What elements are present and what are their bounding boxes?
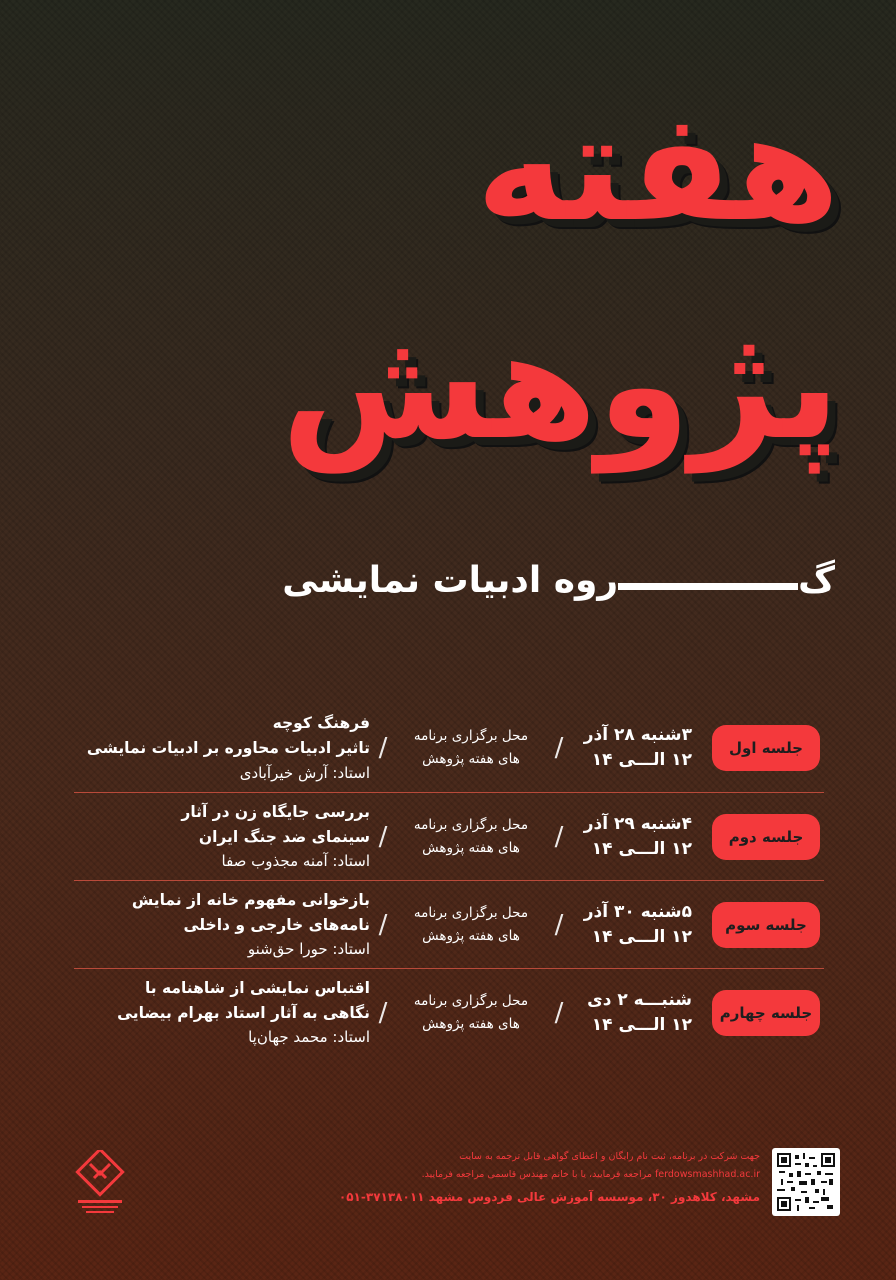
session-venue: [396, 990, 546, 1036]
session-topic: [74, 976, 370, 1050]
poster-title: [60, 60, 840, 530]
professor: استاد: حورا حق‌شنو: [247, 940, 370, 959]
group-heading-first: گ: [798, 560, 835, 601]
professor: استاد: محمد جهان‌پا: [248, 1028, 370, 1047]
session-topic: [74, 888, 370, 962]
date-day: شنبـــه ۲ دی: [587, 989, 692, 1010]
logo-icon: [70, 1150, 130, 1218]
divider-slash: /: [554, 909, 564, 940]
divider-slash: /: [378, 821, 388, 852]
divider-slash: /: [378, 909, 388, 940]
venue-line-1: محل برگزاری برنامه: [413, 816, 529, 833]
session-row: [74, 704, 824, 792]
topic-line-1: اقتباس نمایشی از شاهنامه با: [144, 978, 370, 997]
professor: استاد: آمنه مجذوب صفا: [221, 852, 370, 871]
footer-line-2[interactable]: ferdowsmashhad.ac.ir مراجعه فرمایید، یا با خانم مهندس قاسمی مراجعه فرمایید.: [421, 1169, 760, 1181]
topic-line-2: سینمای ضد جنگ ایران: [198, 827, 370, 846]
session-row: [74, 792, 824, 880]
venue-line-2: های هفته پژوهش: [422, 1015, 520, 1032]
date-time: ۱۲ الـــی ۱۴: [591, 926, 692, 947]
professor: استاد: آرش خیرآبادی: [239, 763, 370, 782]
topic-line-2: تاثیر ادبیات محاوره بر ادبیات نمایشی: [86, 739, 370, 757]
date-time: ۱۲ الـــی ۱۴: [591, 838, 692, 859]
venue-line-2: های هفته پژوهش: [422, 839, 520, 856]
session-label: جلسه دوم: [712, 814, 820, 860]
topic-line-1: بررسی جایگاه زن در آثار: [181, 802, 370, 821]
footer-text: [240, 1148, 760, 1209]
date-day: ۳شنبه ۲۸ آذر: [583, 725, 692, 746]
session-venue: [396, 902, 546, 948]
sessions-list: [74, 704, 824, 1056]
date-day: ۴شنبه ۲۹ آذر: [583, 813, 692, 834]
session-label: جلسه اول: [712, 725, 820, 771]
session-label: جلسه چهارم: [712, 990, 820, 1036]
divider-slash: /: [378, 997, 388, 1028]
group-heading-rest: روه ادبیات نمایشی: [282, 560, 619, 601]
venue-line-1: محل برگزاری برنامه: [413, 992, 529, 1009]
divider-slash: /: [554, 733, 564, 763]
heading-bar: [618, 583, 798, 590]
topic-line-2: نامه‌های خارجی و داخلی: [183, 915, 370, 934]
venue-line-2: های هفته پژوهش: [422, 927, 520, 944]
date-day: ۵شنبه ۳۰ آذر: [583, 901, 692, 922]
session-label: جلسه سوم: [712, 902, 820, 948]
date-time: ۱۲ الـــی ۱۴: [591, 1014, 692, 1035]
title-line-1: هفته پژوهش: [281, 81, 840, 473]
divider-slash: /: [554, 821, 564, 852]
topic-line-1: بازخوانی مفهوم خانه از نمایش: [131, 890, 370, 909]
topic-line-2: نگاهی به آثار استاد بهرام بیضایی: [117, 1003, 370, 1022]
footer-line-1: جهت شرکت در برنامه، ثبت نام رایگان و اعطای گواهی قابل ترجمه به سایت: [459, 1151, 760, 1162]
venue-line-2: های هفته پژوهش: [422, 751, 520, 767]
divider-slash: /: [554, 997, 564, 1028]
divider-slash: /: [378, 733, 388, 763]
qr-icon: [777, 1153, 835, 1211]
session-row: [74, 968, 824, 1056]
footer-address: مشهد، کلاهدوز ۳۰، موسسه آموزش عالی فردوس مشهد ۳۷۱۳۸۰۱۱-۰۵۱: [338, 1190, 760, 1205]
group-heading: [60, 560, 835, 601]
session-venue: [396, 814, 546, 860]
session-topic: [74, 711, 370, 785]
date-time: ۱۲ الـــی ۱۴: [591, 750, 692, 770]
footer: [70, 1148, 840, 1218]
session-date: [572, 900, 692, 949]
qr-code[interactable]: [772, 1148, 840, 1216]
session-topic: [74, 800, 370, 874]
session-row: [74, 880, 824, 968]
venue-line-1: محل برگزاری برنامه: [413, 904, 529, 921]
topic-line-1: فرهنگ کوچه: [272, 714, 370, 733]
session-venue: [396, 725, 546, 771]
institute-logo: [70, 1150, 130, 1218]
session-date: [572, 988, 692, 1037]
session-date: [572, 723, 692, 772]
venue-line-1: محل برگزاری برنامه: [413, 728, 529, 745]
main-title: [60, 60, 840, 495]
session-date: [572, 812, 692, 861]
